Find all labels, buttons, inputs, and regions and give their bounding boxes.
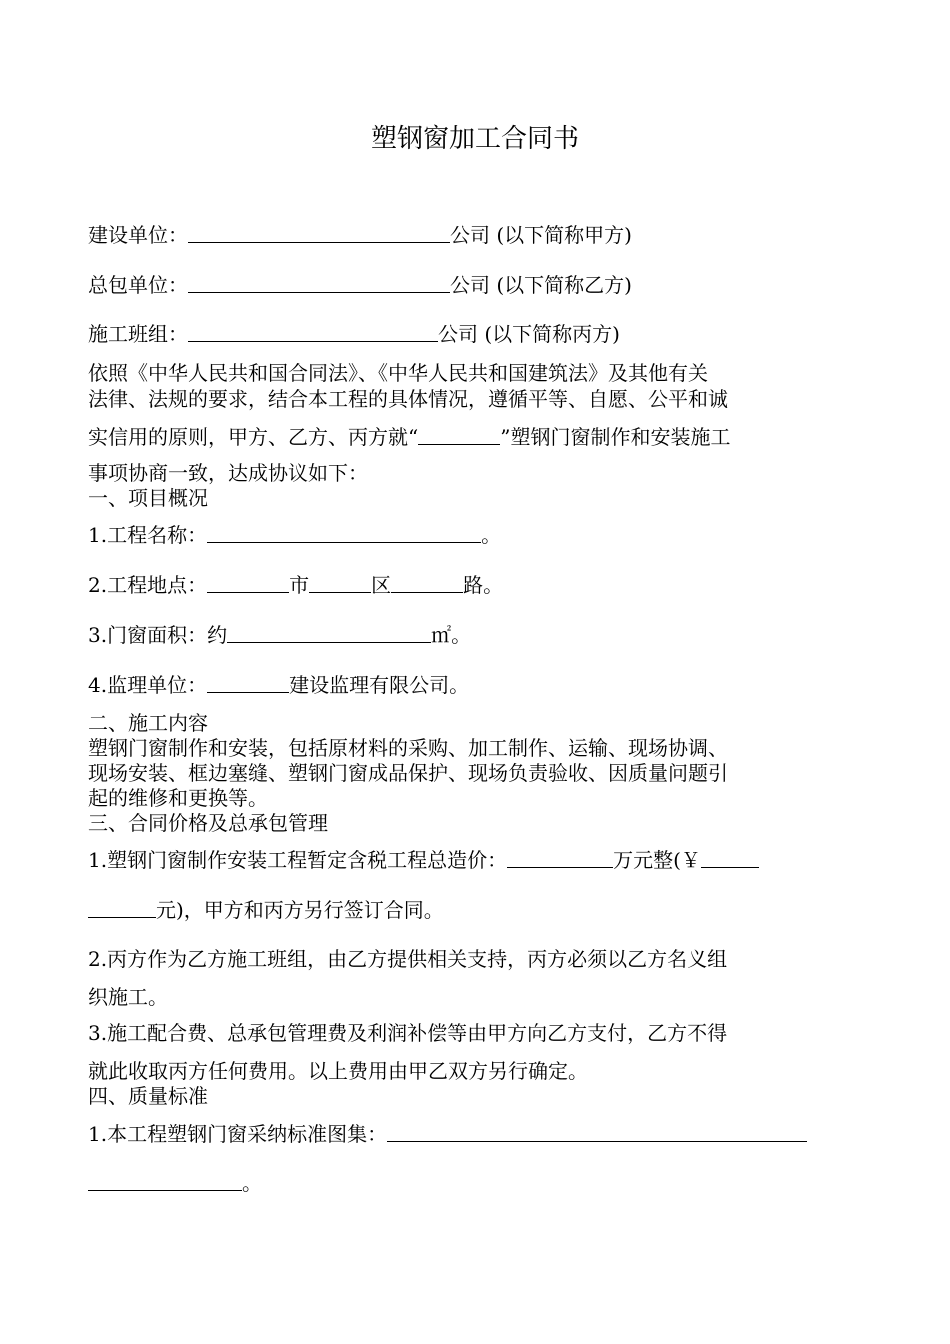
section-2-heading: 二、施工内容 [88,711,208,735]
clause-2-line-1: 2.丙方作为乙方施工班组，由乙方提供相关支持，丙方必须以乙方名义组 [88,947,728,971]
price-label: 1.塑钢门窗制作安装工程暂定含税工程总造价： [88,848,508,872]
supervisor-line [88,672,868,698]
price-wan-text: 万元整(￥ [613,848,701,872]
price-yuan-blank-2[interactable] [88,898,156,918]
standard-blank-1[interactable] [387,1122,807,1142]
content-line-1: 塑钢门窗制作和安装，包括原材料的采购、加工制作、运输、现场协调、 [88,736,728,760]
document-title: 塑钢窗加工合同书 [370,124,579,154]
section-3-heading: 三、合同价格及总承包管理 [88,811,328,835]
intro-line-3-start: 实信用的原则，甲方、乙方、丙方就“ [88,425,419,449]
standard-label: 1.本工程塑钢门窗采纳标准图集： [88,1122,388,1146]
party-b-suffix: 公司 (以下简称乙方) [450,273,632,297]
project-name-end: 。 [481,523,502,547]
window-area-line [88,622,868,648]
price-line-2 [88,897,868,923]
price-wan-blank[interactable] [507,848,613,868]
district-blank[interactable] [309,573,371,593]
intro-line-4: 事项协商一致，达成协议如下： [88,461,368,485]
standard-end: 。 [242,1171,262,1195]
standard-line-2 [88,1170,868,1196]
party-a-blank[interactable] [188,223,450,243]
section-4-heading: 四、质量标准 [88,1084,208,1108]
location-label: 2.工程地点： [88,573,208,597]
road-blank[interactable] [391,573,463,593]
clause-2-line-2: 织施工。 [88,985,168,1009]
area-blank[interactable] [227,623,431,643]
city-text: 市 [289,573,310,597]
intro-line-2: 法律、法规的要求，结合本工程的具体情况，遵循平等、自愿、公平和诚 [88,387,728,411]
area-unit: ㎡。 [431,623,472,647]
price-line-1 [88,847,868,873]
price-yuan-blank-1[interactable] [701,848,759,868]
standard-line-1 [88,1121,868,1147]
area-label: 3.门窗面积：约 [88,623,228,647]
price-yuan-text: 元)，甲方和丙方另行签订合同。 [156,898,444,922]
party-c-blank[interactable] [188,322,438,342]
party-a-suffix: 公司 (以下简称甲方) [450,223,632,247]
district-text: 区 [371,573,392,597]
party-b-label: 总包单位： [88,273,188,297]
party-a-line [88,222,868,248]
supervisor-label: 4.监理单位： [88,673,208,697]
clause-3-line-2: 就此收取丙方任何费用。以上费用由甲乙双方另行确定。 [88,1059,588,1083]
section-1-heading: 一、项目概况 [88,486,208,510]
party-a-label: 建设单位： [88,223,188,247]
party-c-suffix: 公司 (以下简称丙方) [438,322,620,346]
project-name-blank[interactable] [418,425,500,445]
intro-line-3-end: ”塑钢门窗制作和安装施工 [500,425,731,449]
clause-3-line-1: 3.施工配合费、总承包管理费及利润补偿等由甲方向乙方支付，乙方不得 [88,1021,728,1045]
city-blank[interactable] [207,573,289,593]
road-text: 路。 [463,573,504,597]
project-name-line [88,522,868,548]
intro-line-3 [88,424,868,450]
content-line-3: 起的维修和更换等。 [88,786,268,810]
party-b-line [88,272,868,298]
party-c-line [88,321,868,347]
intro-line-1: 依照《中华人民共和国合同法》、《中华人民共和国建筑法》及其他有关 [88,361,708,385]
project-title-blank[interactable] [207,523,481,543]
supervisor-suffix: 建设监理有限公司。 [289,673,470,697]
party-c-label: 施工班组： [88,322,188,346]
project-name-label: 1.工程名称： [88,523,208,547]
supervisor-blank[interactable] [207,673,289,693]
party-b-blank[interactable] [188,273,450,293]
project-location-line [88,572,868,598]
content-line-2: 现场安装、框边塞缝、塑钢门窗成品保护、现场负责验收、因质量问题引 [88,761,728,785]
standard-blank-2[interactable] [88,1171,242,1191]
